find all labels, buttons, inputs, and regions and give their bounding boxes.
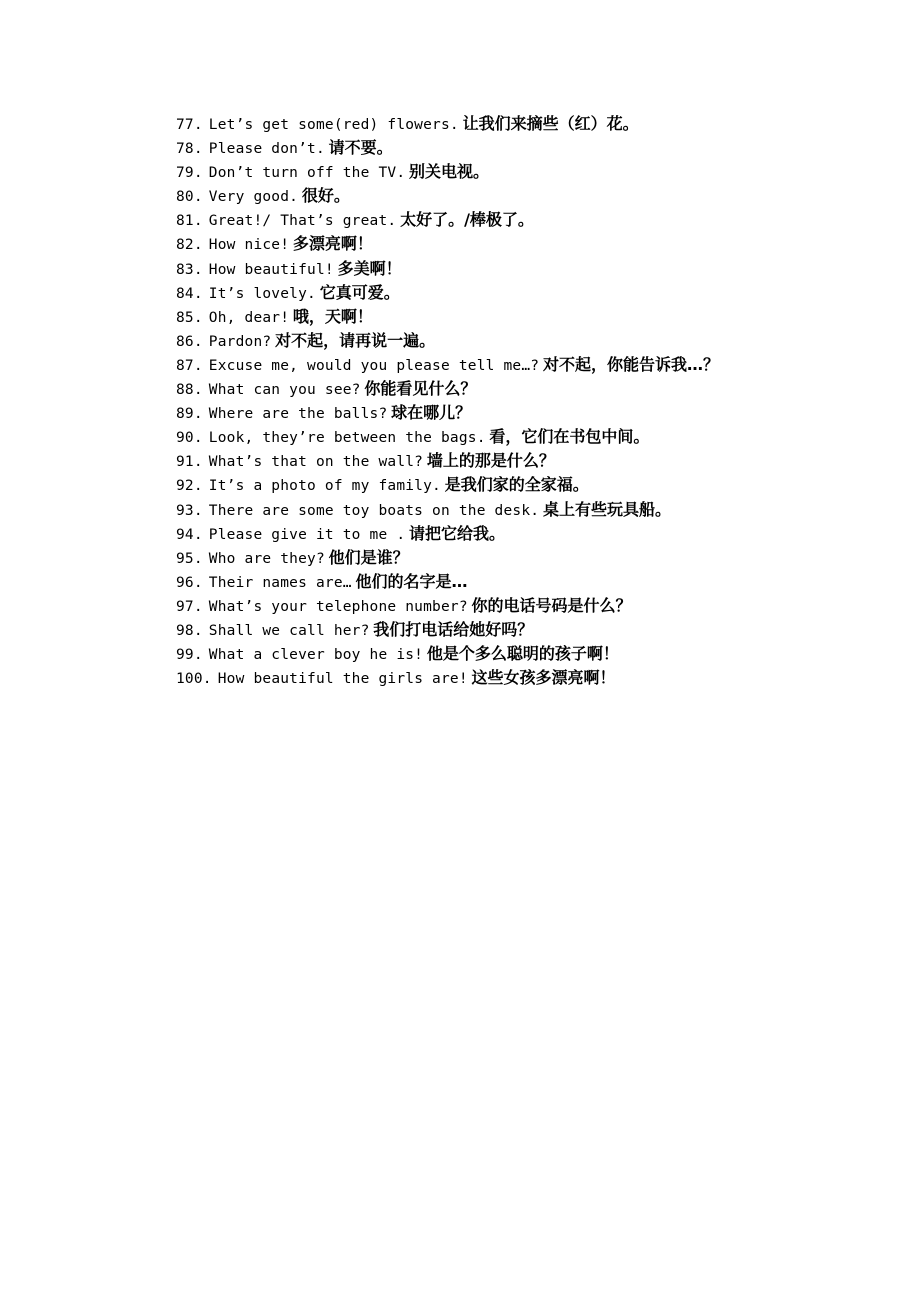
chinese-translation: 你能看见什么？	[364, 379, 477, 399]
chinese-translation: 墙上的那是什么？	[426, 451, 555, 471]
phrase-line	[176, 666, 896, 690]
english-phrase: Very good.	[208, 189, 299, 206]
phrase-line	[176, 329, 896, 353]
phrase-line	[176, 618, 896, 642]
english-phrase: Oh, dear!	[208, 309, 290, 326]
phrase-list	[176, 112, 896, 690]
phrase-line	[176, 642, 896, 666]
phrase-number: 86.	[176, 333, 203, 350]
phrase-line	[176, 570, 896, 594]
phrase-number: 79.	[176, 165, 203, 182]
phrase-line	[176, 184, 896, 208]
english-phrase: What’s your telephone number?	[208, 598, 468, 615]
phrase-number: 97.	[176, 598, 203, 615]
phrase-number: 91.	[176, 454, 203, 471]
chinese-translation: 多美啊！	[337, 258, 402, 278]
phrase-number: 100.	[176, 671, 212, 688]
chinese-translation: 我们打电话给她好吗？	[373, 619, 534, 639]
phrase-number: 81.	[176, 213, 203, 230]
phrase-line	[176, 377, 896, 401]
phrase-number: 80.	[176, 189, 203, 206]
phrase-number: 89.	[176, 406, 203, 423]
english-phrase: Where are the balls?	[208, 406, 388, 423]
english-phrase: Who are they?	[208, 550, 325, 567]
chinese-translation: 别关电视。	[409, 162, 490, 182]
chinese-translation: 太好了。/棒极了。	[400, 210, 534, 230]
phrase-number: 94.	[176, 526, 203, 543]
phrase-line	[176, 473, 896, 497]
chinese-translation: 请不要。	[328, 138, 393, 158]
phrase-number: 98.	[176, 622, 203, 639]
chinese-translation: 看，它们在书包中间。	[489, 427, 650, 447]
phrase-number: 90.	[176, 430, 203, 447]
chinese-translation: 对不起，请再说一遍。	[275, 330, 436, 350]
english-phrase: Pardon?	[208, 333, 272, 350]
phrase-line	[176, 353, 896, 377]
phrase-number: 95.	[176, 550, 203, 567]
phrase-line	[176, 425, 896, 449]
chinese-translation: 它真可爱。	[319, 282, 400, 302]
phrase-number: 93.	[176, 502, 203, 519]
phrase-line	[176, 305, 896, 329]
english-phrase: What a clever boy he is!	[208, 647, 424, 664]
english-phrase: Look, they’re between the bags.	[208, 430, 486, 447]
phrase-line	[176, 401, 896, 425]
english-phrase: Don’t turn off the TV.	[208, 165, 406, 182]
english-phrase: What can you see?	[208, 382, 361, 399]
english-phrase: Their names are…	[208, 574, 352, 591]
phrase-number: 82.	[176, 237, 203, 254]
english-phrase: How beautiful the girls are!	[217, 671, 468, 688]
phrase-number: 87.	[176, 357, 203, 374]
phrase-number: 78.	[176, 141, 203, 158]
phrase-line	[176, 136, 896, 160]
phrase-number: 99.	[176, 647, 203, 664]
phrase-line	[176, 281, 896, 305]
phrase-number: 92.	[176, 478, 203, 495]
phrase-line	[176, 449, 896, 473]
english-phrase: Let’s get some(red) flowers.	[208, 117, 459, 133]
english-phrase: Great!/ That’s great.	[208, 213, 397, 230]
chinese-translation: 请把它给我。	[409, 523, 506, 543]
english-phrase: What’s that on the wall?	[208, 454, 424, 471]
english-phrase: It’s lovely.	[208, 285, 316, 302]
phrase-line	[176, 232, 896, 256]
phrase-number: 85.	[176, 309, 203, 326]
chinese-translation: 他是个多么聪明的孩子啊！	[426, 644, 619, 664]
chinese-translation: 你的电话号码是什么？	[471, 595, 632, 615]
english-phrase: Please give it to me .	[208, 526, 406, 543]
phrase-number: 88.	[176, 382, 203, 399]
english-phrase: There are some toy boats on the desk.	[208, 502, 540, 519]
chinese-translation: 多漂亮啊！	[292, 234, 373, 254]
english-phrase: How nice!	[208, 237, 290, 254]
chinese-translation: 这些女孩多漂亮啊！	[471, 668, 616, 688]
phrase-line	[176, 522, 896, 546]
phrase-number: 84.	[176, 285, 203, 302]
chinese-translation: 哦，天啊！	[292, 306, 373, 326]
phrase-line	[176, 160, 896, 184]
english-phrase: How beautiful!	[208, 261, 334, 278]
english-phrase: Excuse me, would you please tell me…?	[208, 357, 540, 374]
chinese-translation: 球在哪儿？	[391, 403, 472, 423]
chinese-translation: 他们是谁？	[328, 547, 409, 567]
phrase-line	[176, 498, 896, 522]
chinese-translation: 让我们来摘些（红）花。	[462, 114, 639, 133]
english-phrase: Please don’t.	[208, 141, 325, 158]
chinese-translation: 对不起，你能告诉我…？	[542, 354, 719, 374]
chinese-translation: 是我们家的全家福。	[444, 475, 589, 495]
english-phrase: Shall we call her?	[208, 622, 370, 639]
english-phrase: It’s a photo of my family.	[208, 478, 441, 495]
phrase-line	[176, 546, 896, 570]
chinese-translation: 很好。	[301, 186, 350, 206]
phrase-number: 83.	[176, 261, 203, 278]
phrase-number: 96.	[176, 574, 203, 591]
chinese-translation: 他们的名字是…	[355, 571, 468, 591]
phrase-line	[176, 257, 896, 281]
chinese-translation: 桌上有些玩具船。	[542, 499, 671, 519]
phrase-line	[176, 208, 896, 232]
phrase-line	[176, 112, 896, 136]
phrase-number: 77.	[176, 117, 203, 133]
phrase-line	[176, 594, 896, 618]
